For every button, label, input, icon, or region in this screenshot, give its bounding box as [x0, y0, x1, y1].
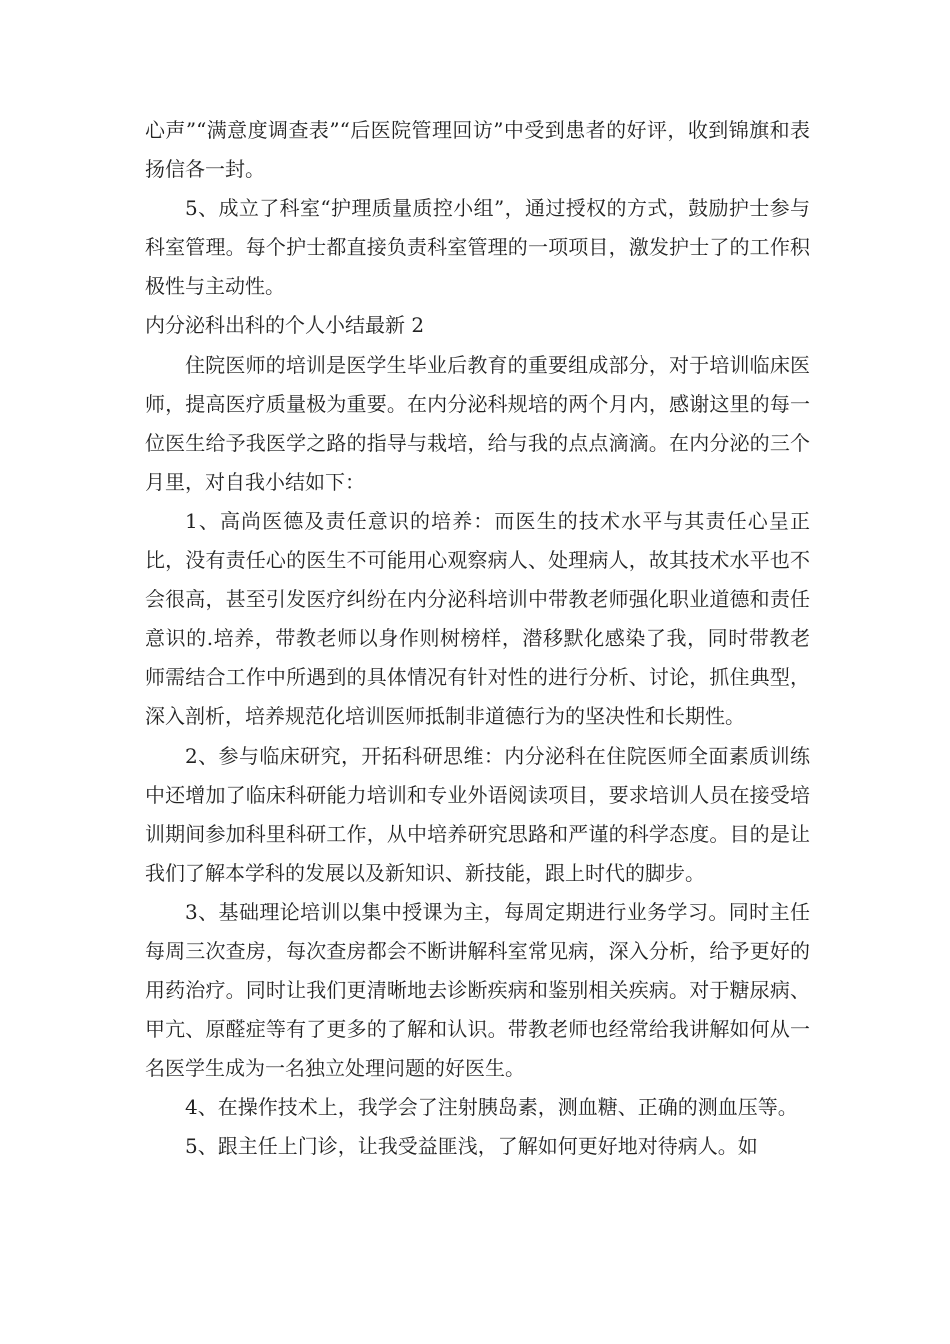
paragraph-item-5-clinic: 5、跟主任上门诊，让我受益匪浅，了解如何更好地对待病人。如 [185, 1134, 758, 1159]
paragraph-item-3-theory: 3、基础理论培训以集中授课为主，每周定期进行业务学习。同时主任每周三次查房，每次查房都会不断讲解科室常见病，深入分析，给予更好的用药治疗。同时让我们更清晰地去诊断疾病和鉴别相关疾病。对于糖尿病、甲亢、原醛症等有了更多的了解和认识。带教老师也经常给我讲解如何从一名医学生成为一名独立处理问题的好医生。 [145, 899, 810, 1081]
paragraph-item-5-nursing-qc: 5、成立了科室“护理质量质控小组”，通过授权的方式，鼓励护士参与科室管理。每个护士都直接负责科室管理的一项项目，激发护士了的工作积极性与主动性。 [145, 196, 810, 299]
paragraph-continuation: 心声”“满意度调查表”“后医院管理回访”中受到患者的好评，收到锦旗和表扬信各一封。 [145, 118, 810, 182]
document-body [145, 111, 810, 1167]
paragraph-item-1-ethics: 1、高尚医德及责任意识的培养：而医生的技术水平与其责任心呈正比，没有责任心的医生不可能用心观察病人、处理病人，故其技术水平也不会很高，甚至引发医疗纠纷在内分泌科培训中带教老师强化职业道德和责任意识的.培养，带教老师以身作则树榜样，潜移默化感染了我，同时带教老师需结合工作中所遇到的具体情况有针对性的进行分析、讨论，抓住典型，深入剖析，培养规范化培训医师抵制非道德行为的坚决性和长期性。 [145, 508, 810, 729]
section-heading: 内分泌科出科的个人小结最新 2 [145, 313, 425, 338]
paragraph-item-4-skills: 4、在操作技术上，我学会了注射胰岛素，测血糖、正确的测血压等。 [185, 1095, 798, 1120]
paragraph-intro: 住院医师的培训是医学生毕业后教育的重要组成部分，对于培训临床医师，提高医疗质量极为重要。在内分泌科规培的两个月内，感谢这里的每一位医生给予我医学之路的指导与栽培，给与我的点点滴滴。在内分泌的三个月里，对自我小结如下： [145, 352, 810, 494]
paragraph-item-2-research: 2、参与临床研究，开拓科研思维：内分泌科在住院医师全面素质训练中还增加了临床科研能力培训和专业外语阅读项目，要求培训人员在接受培训期间参加科里科研工作，从中培养研究思路和严谨的科学态度。目的是让我们了解本学科的发展以及新知识、新技能，跟上时代的脚步。 [145, 743, 810, 885]
